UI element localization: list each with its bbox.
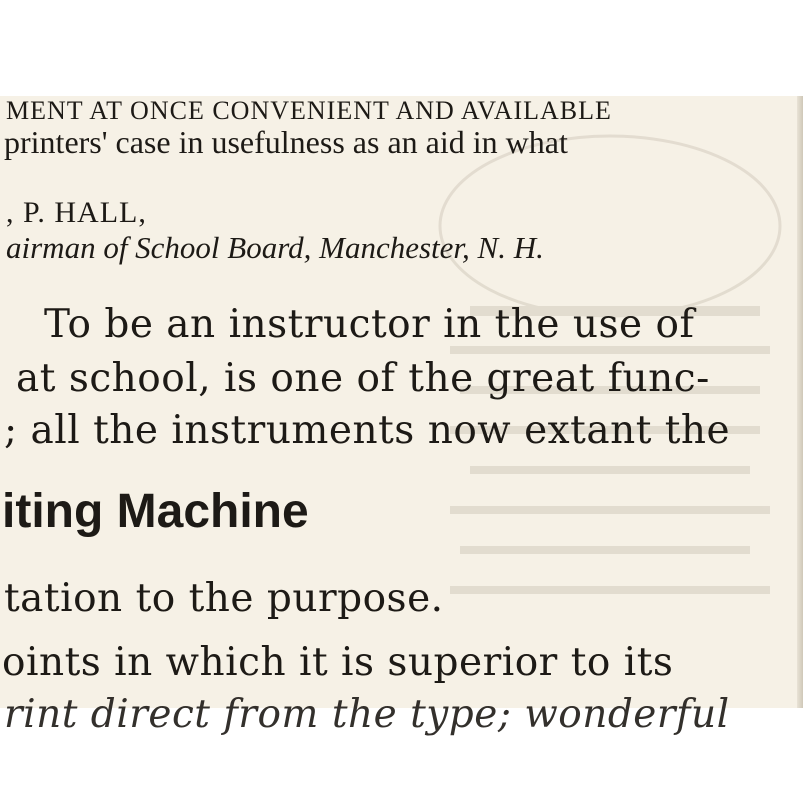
- section-heading: iting Machine: [2, 485, 309, 538]
- paragraph-line-2: at school, is one of the great func-: [16, 356, 710, 401]
- signature-title: airman of School Board, Manchester, N. H.: [6, 230, 544, 265]
- paragraph-line-4: tation to the purpose.: [4, 576, 444, 621]
- document-page: [0, 96, 803, 737]
- intro-text-line: printers' case in usefulness as an aid in what: [4, 124, 568, 160]
- paragraph-line-5: oints in which it is superior to its: [2, 640, 674, 685]
- paragraph-line-1: To be an instructor in the use of: [44, 302, 695, 347]
- paragraph-line-6-cut: rint direct from the type; wonderful: [4, 692, 730, 737]
- signature-name: , P. HALL,: [6, 196, 147, 229]
- paragraph-line-3: ; all the instruments now extant the: [4, 408, 731, 453]
- caps-heading-line: MENT AT ONCE CONVENIENT AND AVAILABLE: [6, 96, 612, 125]
- page-edge: [797, 96, 803, 708]
